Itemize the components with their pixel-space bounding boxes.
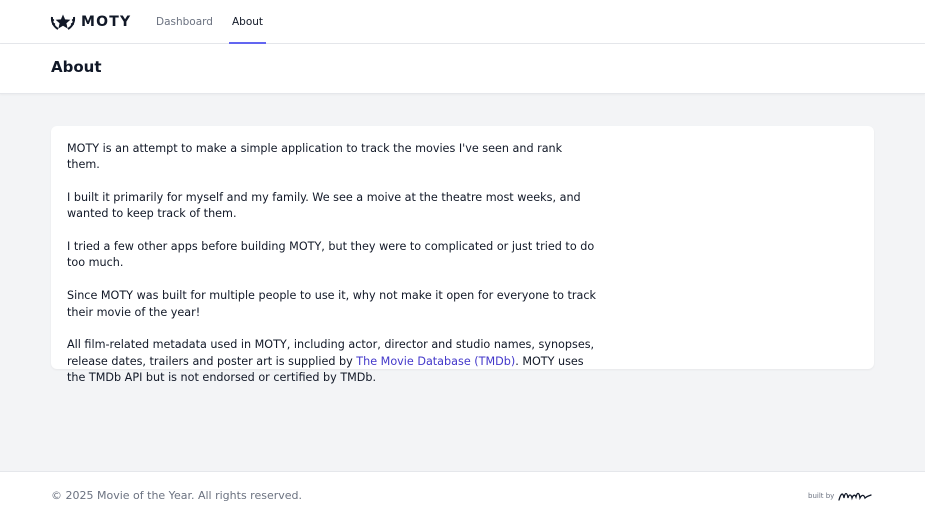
tab-about[interactable]: About xyxy=(232,0,263,43)
tmdb-text-after: . MOTY uses the TMDb API but is not endorsed or certified by TMDb. xyxy=(67,354,584,384)
top-navigation xyxy=(0,0,925,44)
built-by-label: built by xyxy=(808,492,835,500)
tab-dashboard[interactable]: Dashboard xyxy=(156,16,213,28)
about-paragraph-tmdb xyxy=(67,337,598,386)
about-paragraph-intro: MOTY is an attempt to make a simple application to track the movies I've seen and rank them. xyxy=(67,142,563,172)
tmdb-link[interactable]: The Movie Database (TMDb) xyxy=(356,354,516,368)
about-paragraph-family: I built it primarily for myself and my family. We see a moive at the theatre most weeks, and wanted to keep track of them. xyxy=(67,191,581,221)
about-card xyxy=(51,126,874,384)
footer xyxy=(0,471,925,521)
page-header xyxy=(0,44,925,94)
built-by-link[interactable] xyxy=(808,490,872,502)
tmdb-text-before: All film-related metadata used in MOTY, including actor, director and studio names, synopses, release dates, trailers and poster art is supplied by xyxy=(67,338,595,368)
copyright-text: © 2025 Movie of the Year. All rights reserved. xyxy=(51,489,302,502)
page-title: About xyxy=(51,58,102,76)
about-content xyxy=(67,141,598,403)
app-logo[interactable] xyxy=(50,12,131,32)
about-paragraph-open: Since MOTY was built for multiple people to use it, why not make it open for everyone to track their movie of the year! xyxy=(67,289,596,319)
logo-text: MOTY xyxy=(81,14,132,30)
signature-logo-icon xyxy=(838,490,872,502)
laurel-star-icon xyxy=(50,13,76,31)
about-paragraph-other-apps: I tried a few other apps before building MOTY, but they were to complicated or just tried to do too much. xyxy=(67,240,595,270)
